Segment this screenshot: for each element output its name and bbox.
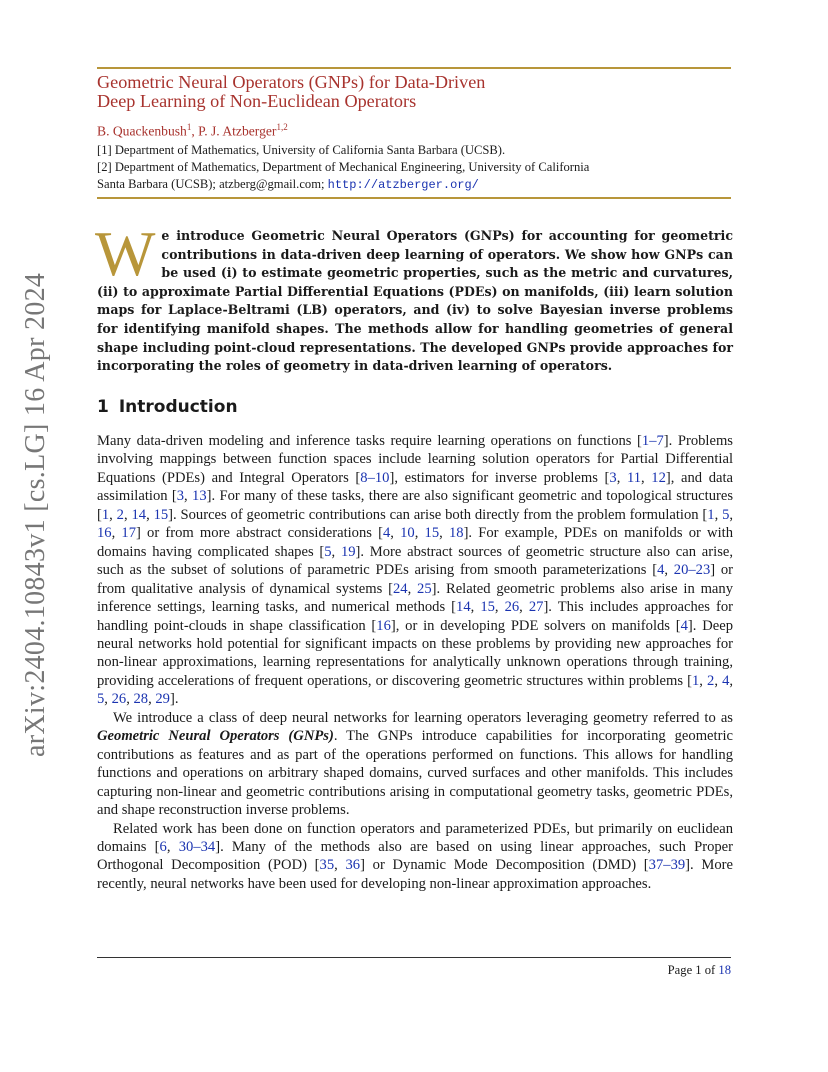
citation-link[interactable]: 5 [324,543,332,560]
text-run: ]. Related geometric problems also arise in many inference settings, learning tasks, and numerical methods [ [97,580,734,616]
text-run: , [470,599,481,616]
text-run: ]. More abstract sources of geometric structure also can arise, such as the subset of solutions of parametric PDEs arising from smooth parameterizations [ [97,543,734,579]
text-run: , [390,525,401,542]
text-run: ]. Problems involving mappings between function spaces include learning solution operators for Partial Differential Equations (PDEs) and Integral Operators [ [97,433,733,486]
text-run: ]. More recently, neural networks have been used for developing non-linear approximation approaches. [97,857,733,892]
text-run: , [664,562,674,579]
citation-link[interactable]: 17 [121,525,137,542]
citation-link[interactable]: 11 [626,469,642,486]
title-line-2: Deep Learning of Non-Euclidean Operators [97,91,417,111]
text-run: , [414,525,425,542]
citation-link[interactable]: 15 [424,525,440,542]
affiliation-1: [1] Department of Mathematics, University of California Santa Barbara (UCSB). [97,143,506,157]
text-run: ] or Dynamic Mode Decomposition (DMD) [ [360,857,649,874]
text-run: , [494,599,505,616]
paragraph-3 [97,820,733,894]
citation-link[interactable]: 14 [456,599,471,616]
text-run: ], and data assimilation [ [97,469,733,505]
citation-link[interactable]: 30–34 [178,838,216,855]
text-run: , [439,525,449,542]
text-run: ]. Deep neural networks hold potential for significant impacts on these problems by providing new approaches for non-linear approximations, learning representations for analytically unknown operations through training, providing accelerations of frequent operations, or discovering geometric structures within problems [ [97,617,733,689]
text-run: [ [637,433,642,449]
text-run: , [616,469,627,486]
author-1: B. Quackenbush [97,123,187,139]
text-run: Related work has been done on function operators and parameterized PDEs, but primarily on euclidean domains [ [97,820,733,855]
citation-link[interactable]: 4 [722,672,730,689]
citation-link[interactable]: 4 [383,525,391,542]
citation-link[interactable]: 36 [345,857,361,874]
citation-link[interactable]: 24 [392,580,408,597]
abstract-dropcap: W [95,218,156,289]
paper-title [97,73,737,111]
text-run: ]. This includes approaches for handling point-clouds in shape classification [ [97,599,733,634]
paragraph-1 [97,432,733,709]
text-run: , [331,543,341,560]
citation-link[interactable]: 16 [97,525,112,542]
citation-link[interactable]: 20–23 [673,562,711,579]
page-total-link[interactable]: 18 [718,963,731,977]
citation-link[interactable]: 35 [319,857,335,874]
paragraph-2 [97,709,733,820]
text-run: , [641,469,652,486]
text-run: Many data-driven modeling and inference tasks require learning operations on functions [97,433,638,449]
author-2: P. J. Atzberger [198,123,277,139]
citation-link[interactable]: 29 [155,691,170,708]
citation-link[interactable]: 12 [651,469,666,486]
text-run: ]. Sources of geometric contributions can arise both directly from the problem formulation [ [168,506,708,523]
text-run: , [109,506,117,523]
text-run: ] or from qualitative analysis of dynamical systems [ [97,562,734,597]
citation-link[interactable]: 1 [101,506,110,523]
abstract-text: e introduce Geometric Neural Operators (GNPs) for accounting for geometric contributions in data-driven deep learning of operators. We show how GNPs can be used (i) to estimate geometric properties, such as the metric and curvatures, (ii) to approximate Partial Differential Equations (PDEs) on manifolds, (iii) learn solution maps for Laplace-Beltrami (LB) operators, and (iv) to solve Bayesian inverse problems for identifying manifold shapes. The methods allow for handling geometries of general shape including point-cloud representations. The developed GNPs provide approaches for incorporating the roles of geometry in data-driven learning of operators. [97,228,733,374]
citation-link[interactable]: 13 [192,488,207,505]
citation-link[interactable]: 1 [691,672,700,689]
text-run: ] or from more abstract considerations [ [136,525,383,542]
citation-link[interactable]: 14 [131,506,147,523]
citation-link[interactable]: 16 [376,617,391,634]
text-run: , [714,506,723,523]
text-run: ], estimators for inverse problems [ [389,469,610,486]
text-run: , [407,580,418,597]
author-1-affil: 1 [186,122,192,132]
text-run: We introduce a class of deep neural networks for learning operators leveraging geometry referred to as [113,709,733,726]
citation-link[interactable]: 25 [417,580,432,597]
citation-link[interactable]: 15 [480,599,495,616]
affiliation-2: [2] Department of Mathematics, Department of Mechanical Engineering, University of California [97,159,590,174]
section-title: Introduction [118,397,238,417]
citation-link[interactable]: 15 [153,506,169,523]
text-run: , [184,488,193,505]
text-run: , [123,506,132,523]
text-run: ], or in developing PDE solvers on manifolds [ [390,617,681,634]
citation-link[interactable]: 37–39 [648,857,686,874]
affiliation-3: Santa Barbara (UCSB); atzberg@gmail.com; [97,176,325,191]
text-run: ]. [169,691,179,708]
citation-link[interactable]: 26 [504,599,520,616]
section-number: 1 [97,397,109,417]
citation-link[interactable]: 27 [528,599,544,616]
text-run: , [148,691,156,708]
text-run: , [146,506,154,523]
citation-link[interactable]: 26 [111,691,127,708]
author-url-link[interactable]: http://atzberger.org/ [327,177,479,192]
author-2-affil: 1,2 [276,122,288,132]
citation-link[interactable]: 3 [609,469,617,486]
arxiv-stamp: arXiv:2404.10843v1 [cs.LG] 16 Apr 2024 [20,272,51,757]
citation-link[interactable]: 1–7 [641,433,664,449]
text-run: ]. Many of the methods also are based on using linear approaches, such Proper Orthogonal Decomposition (POD) [ [97,838,734,874]
text-run: , [126,691,134,708]
page-number [668,963,731,978]
citation-link[interactable]: 5 [722,506,730,523]
author-list: B. Quackenbush$^1$, P. J. Atzberger$^{1,2}$ [97,122,288,139]
text-run: . The GNPs introduce capabilities for incorporating geometric contributions as features and as part of the operations performed on functions. This allows for handling functions and operations on arbitrary shaped domains, curved surfaces and other manifolds. This includes capturing non-linear and geometric contributions arising in computational geometry tasks, geometric PDEs, and shape reconstruction inverse problems. [97,728,733,819]
citation-link[interactable]: 6 [159,838,167,855]
citation-link[interactable]: 28 [133,691,149,708]
header-rule [97,197,731,199]
text-run: , [519,599,529,616]
top-rule [97,67,731,69]
text-run: , [699,672,708,689]
section-heading [97,397,238,417]
citation-link[interactable]: 18 [448,525,464,542]
citation-link[interactable]: 10 [400,525,415,542]
title-line-1: Geometric Neural Operators (GNPs) for Data-Driven [97,72,486,92]
body-text [97,432,733,893]
citation-link[interactable]: 8–10 [360,469,390,486]
citation-link[interactable]: 2 [707,672,715,689]
abstract [95,218,733,376]
citation-link[interactable]: 1 [707,506,715,523]
affiliations [97,142,737,193]
text-run: , [111,525,122,542]
citation-link[interactable]: 19 [340,543,356,560]
text-run: , [729,672,734,689]
text-run: ]. For example, PDEs on manifolds or with domains having complicated shapes [ [97,525,733,560]
citation-link[interactable]: 4 [680,617,688,634]
emphasis-text: Geometric Neural Operators (GNPs) [97,728,334,745]
citation-link[interactable]: 4 [657,562,665,579]
text-run: , [166,838,179,855]
citation-link[interactable]: 3 [176,488,185,505]
text-run: , [334,857,346,874]
text-run: ]. For many of these tasks, there are also significant geometric and topological structures [ [97,488,734,523]
text-run: , [104,691,112,708]
page-prefix: Page 1 of [667,963,716,977]
footer-rule [97,957,731,958]
text-run: , [729,506,734,523]
text-run: , [714,672,723,689]
citation-link[interactable]: 5 [97,691,105,708]
citation-link[interactable]: 2 [116,506,124,523]
